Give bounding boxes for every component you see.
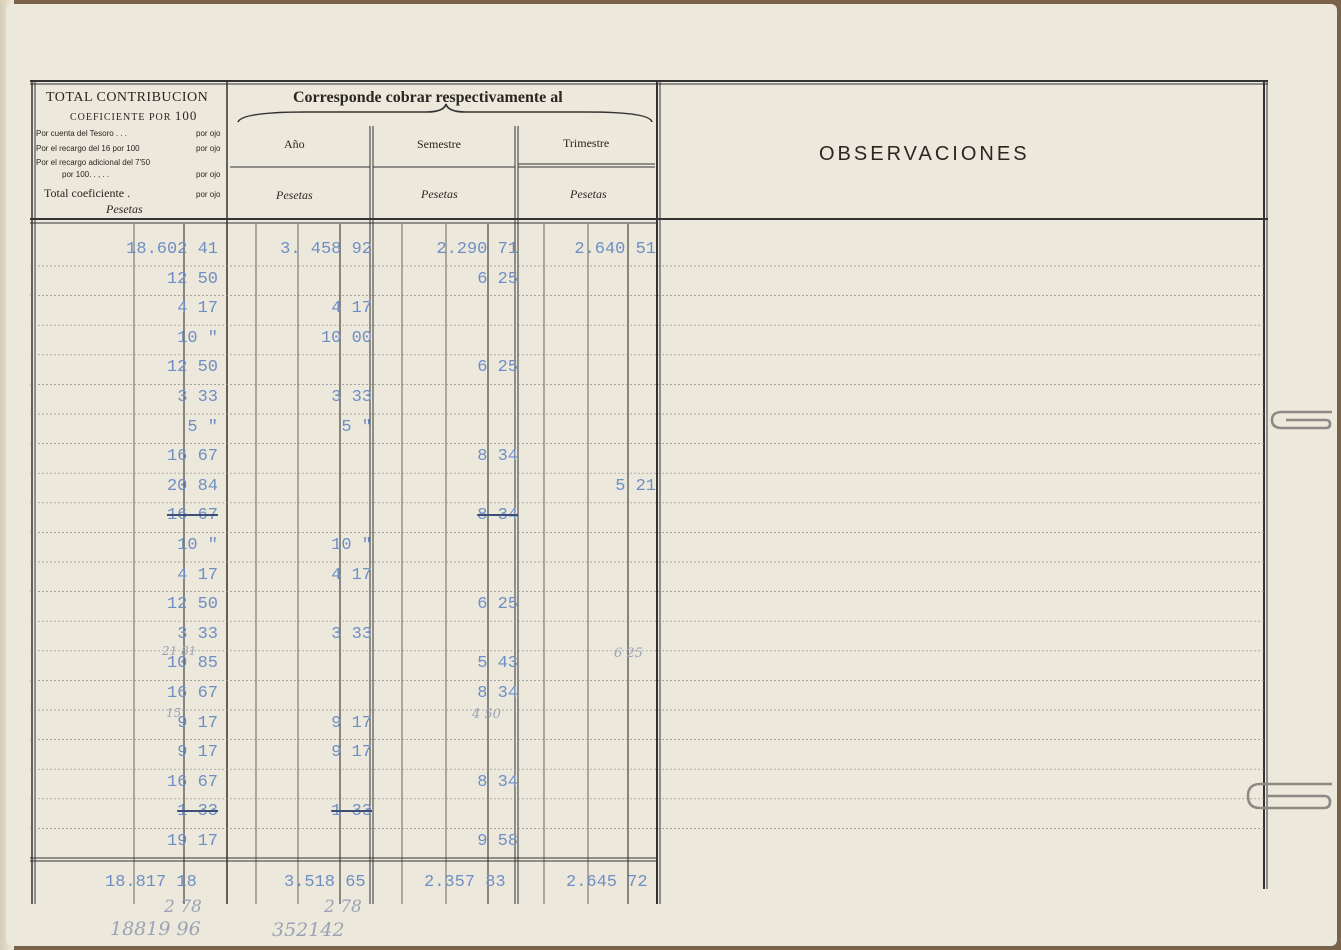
- row-anio-value: 10 ": [331, 536, 372, 555]
- row-total-value: 10 ": [177, 328, 218, 348]
- pesetas-semestre: Pesetas: [421, 187, 458, 201]
- row-semestre-value: 6 25: [477, 269, 518, 289]
- grand-total-anio: 3.518 65: [284, 873, 366, 892]
- row-total-value: 20 84: [166, 476, 218, 496]
- row-semestre-value: 8 34: [477, 684, 518, 703]
- por-ojo-2: por ojo: [196, 144, 221, 153]
- row-total-value: 5 ": [187, 417, 218, 437]
- row-anio-value: 4 17: [331, 299, 372, 319]
- por-ojo-4: por ojo: [196, 190, 221, 199]
- row-trimestre-value: 2.640 51: [574, 240, 656, 259]
- row-anio-value: 10 00: [320, 328, 372, 348]
- handwritten-note: 2 78: [164, 897, 202, 917]
- row-total-value: 10 85: [166, 654, 218, 674]
- grand-total-total: 18.817 18: [105, 873, 197, 892]
- row-semestre-value: 6 25: [477, 595, 518, 615]
- trimestre-header: Trimestre: [563, 136, 610, 150]
- handwritten-note: 2 78: [324, 897, 362, 917]
- handwritten-note: 21 81: [162, 644, 197, 658]
- ledger-page: [6, 4, 1337, 946]
- por-ojo-3: por ojo: [196, 170, 221, 179]
- row-total-value: 16 67: [166, 684, 218, 703]
- pesetas-trimestre: Pesetas: [570, 187, 607, 201]
- row-trimestre-value: 5 21: [615, 476, 656, 496]
- row-total-value: 16 67: [166, 772, 218, 792]
- row-anio-value: 4 17: [331, 565, 372, 585]
- row-total-value: 12 50: [166, 595, 218, 615]
- handwritten-note: 352142: [272, 919, 345, 941]
- row-anio-value: 9 17: [331, 743, 372, 763]
- handwritten-note: 15: [166, 706, 182, 720]
- row-total-value: 16 67: [166, 506, 218, 526]
- row-total-value: 10 ": [177, 536, 218, 555]
- row-semestre-value: 8 34: [477, 772, 518, 792]
- por-ojo-1: por ojo: [196, 129, 221, 138]
- handwritten-note: 18819 96: [110, 918, 201, 940]
- coeficiente-value: 100: [174, 108, 198, 123]
- row-total-value: 16 67: [166, 447, 218, 467]
- row-total-value: 18.602 41: [126, 240, 218, 259]
- row-anio-value: 1 33: [331, 802, 372, 822]
- row-total-value: 19 17: [166, 832, 218, 851]
- line-recargo-adicional-b: por 100. . , . .: [62, 170, 110, 179]
- corresponde-title: Corresponde cobrar respectivamente al: [293, 89, 563, 106]
- row-anio-value: 9 17: [331, 713, 372, 733]
- row-semestre-value: 9 58: [477, 832, 518, 851]
- pesetas-anio: Pesetas: [276, 188, 313, 202]
- semestre-header: Semestre: [417, 137, 461, 151]
- row-total-value: 4 17: [177, 565, 218, 585]
- paper-clip-icon: [1268, 402, 1336, 436]
- row-semestre-value: 2.290 71: [436, 240, 518, 259]
- row-total-value: 3 33: [177, 388, 218, 407]
- total-coeficiente: Total coeficiente .: [44, 186, 131, 200]
- handwritten-note: 6 25: [614, 646, 643, 661]
- handwritten-note: 4 50: [472, 707, 501, 722]
- total-contribucion-title: TOTAL CONTRIBUCION: [46, 90, 209, 105]
- row-semestre-value: 5 43: [477, 654, 518, 674]
- row-total-value: 9 17: [177, 713, 218, 733]
- row-anio-value: 3. 458 92: [280, 240, 372, 259]
- pesetas-total: Pesetas: [106, 202, 143, 216]
- line-recargo-adicional: Por el recargo adicional del 7'50: [36, 158, 151, 167]
- row-total-value: 12 50: [166, 269, 218, 289]
- row-total-value: 4 17: [177, 299, 218, 319]
- coeficiente-label: [70, 108, 197, 124]
- row-anio-value: 3 33: [331, 624, 372, 644]
- grand-total-semestre: 2.357 83: [424, 873, 506, 892]
- anio-header: Año: [284, 137, 305, 151]
- row-anio-value: 5 ": [341, 417, 372, 437]
- row-total-value: 3 33: [177, 624, 218, 644]
- row-semestre-value: 8 34: [477, 447, 518, 467]
- observaciones-title: OBSERVACIONES: [819, 143, 1030, 165]
- row-anio-value: 3 33: [331, 388, 372, 407]
- line-recargo-16: Por el recargo del 16 por 100: [36, 144, 140, 153]
- paper-clip-icon: [1244, 776, 1334, 814]
- grand-total-trimestre: 2.645 72: [566, 873, 648, 892]
- coeficiente-text: COEFICIENTE POR: [70, 112, 172, 123]
- row-total-value: 12 50: [166, 358, 218, 378]
- row-total-value: 1 33: [177, 802, 218, 822]
- row-semestre-value: 6 25: [477, 358, 518, 378]
- row-total-value: 9 17: [177, 743, 218, 763]
- line-tesoro: Por cuenta del Tesoro . . .: [36, 129, 128, 138]
- row-semestre-value: 8 34: [477, 506, 518, 526]
